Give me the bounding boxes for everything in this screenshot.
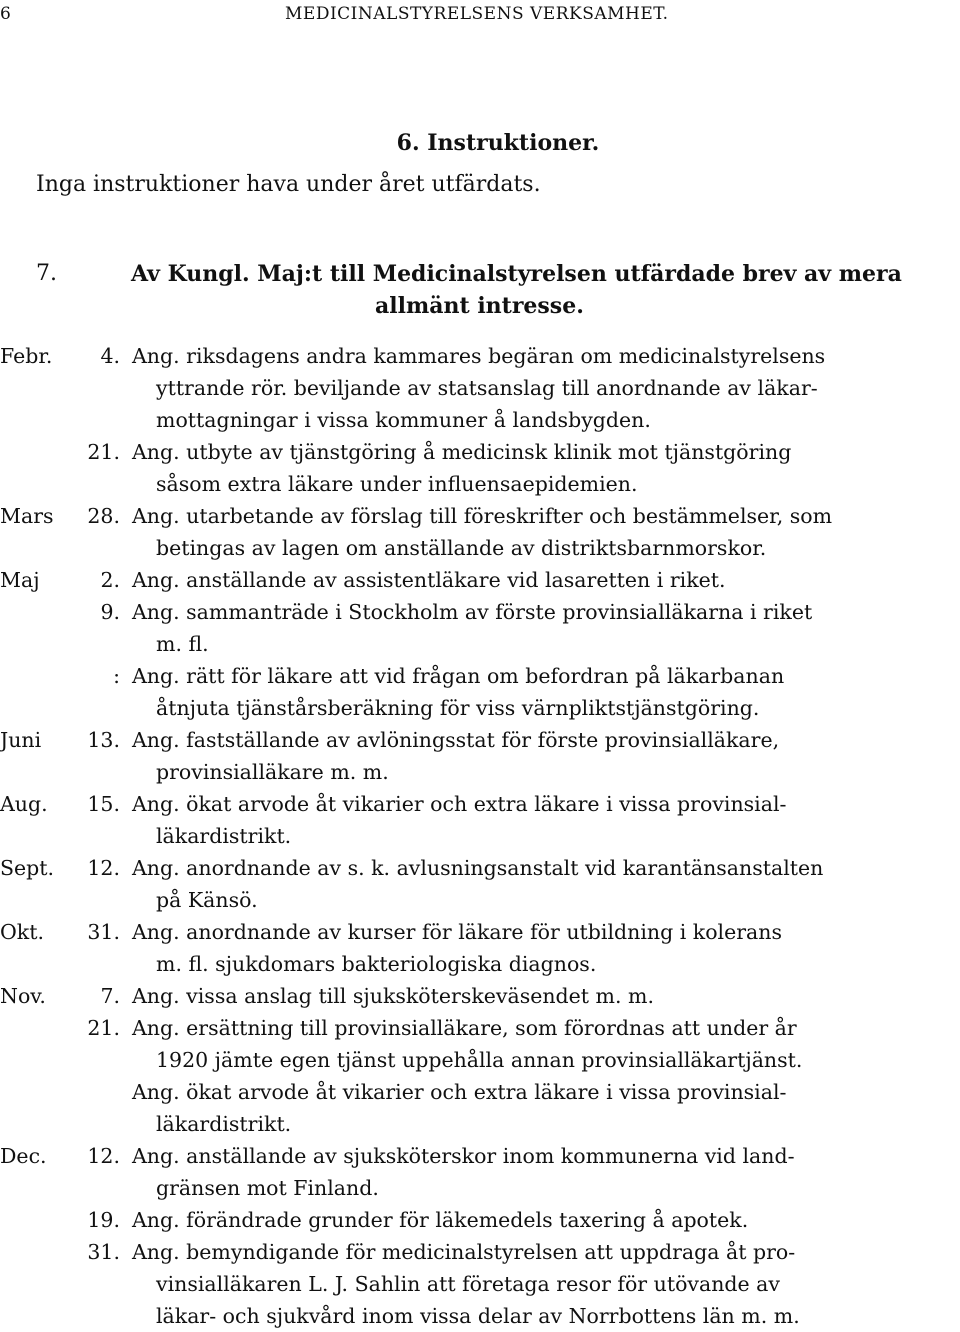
page-number: 6 [0,4,12,24]
entry-day: : [113,664,120,688]
entry-line: m. fl. sjukdomars bakteriologiska diagnos. [156,952,597,976]
entry-line: Ang. anställande av assistentläkare vid lasaretten i riket. [132,568,726,592]
entry-text [132,852,958,916]
entry-line: Ang. ökat arvode åt vikarier och extra läkare i vissa provinsial- [132,1080,787,1104]
running-header [0,4,960,28]
entry-line: åtnjuta tjänstårsberäkning för viss värnpliktstjänstgöring. [156,696,760,720]
entry-text [132,436,958,500]
entry-text [132,500,958,564]
entry-month: Mars [0,504,54,528]
section-6-title: 6. Instruktioner. [396,130,600,156]
entry-text [132,1236,958,1332]
entry-line: Ang. sammanträde i Stockholm av förste provinsialläkarna i riket [132,600,813,624]
entry-line: gränsen mot Finland. [156,1176,379,1200]
section-6-text: Inga instruktioner hava under året utfärdats. [36,172,541,197]
entry-day: 12. [87,856,120,880]
entry-line: Ang. riksdagens andra kammares begäran om medicinalstyrelsens [132,344,826,368]
section-7-title-line-1: Av Kungl. Maj:t till Medicinalstyrelsen utfärdade brev av mera [131,261,902,287]
entry-month: Aug. [0,792,48,816]
entry-text [132,724,958,788]
entry-day: 21. [87,1016,120,1040]
entry-text [132,340,958,436]
entry-line: Ang. anordnande av s. k. avlusningsanstalt vid karantänsanstalten [132,856,824,880]
entry-month: Okt. [0,920,44,944]
entry-day: 9. [100,600,120,624]
entry-line: Ang. anställande av sjuksköterskor inom kommunerna vid land- [132,1144,795,1168]
entry-day: 2. [100,568,120,592]
entry-day: 15. [87,792,120,816]
entry-day: 31. [87,1240,120,1264]
entry-line: läkar- och sjukvård inom vissa delar av Norrbottens län m. m. [156,1304,800,1328]
entry-text [132,1076,958,1140]
entry-line: 1920 jämte egen tjänst uppehålla annan provinsialläkartjänst. [156,1048,803,1072]
entry-month: Sept. [0,856,55,880]
running-title: MEDICINALSTYRELSENS VERKSAMHET. [285,4,669,24]
entry-line: Ang. utarbetande av förslag till föreskrifter och bestämmelser, som [132,504,833,528]
entry-line: på Känsö. [156,888,258,912]
entry-month: Nov. [0,984,46,1008]
entry-line: såsom extra läkare under influensaepidemien. [156,472,638,496]
entry-line: betingas av lagen om anställande av distriktsbarnmorskor. [156,536,767,560]
entry-line: Ang. fastställande av avlöningsstat för förste provinsialläkare, [132,728,780,752]
entry-line: Ang. ökat arvode åt vikarier och extra läkare i vissa provinsial- [132,792,787,816]
entry-day: 28. [87,504,120,528]
entry-text [132,1204,958,1236]
entry-text [132,596,958,660]
entry-line: Ang. utbyte av tjänstgöring å medicinsk klinik mot tjänstgöring [132,440,792,464]
entry-month: Juni [0,728,42,752]
entry-text [132,660,958,724]
entry-day: 13. [87,728,120,752]
section-7-title-line-2: allmänt intresse. [375,293,584,319]
entry-line: m. fl. [156,632,209,656]
entry-line: Ang. ersättning till provinsialläkare, som förordnas att under år [132,1016,797,1040]
entry-line: läkardistrikt. [156,824,292,848]
entry-line: Ang. bemyndigande för medicinalstyrelsen att uppdraga åt pro- [132,1240,796,1264]
entry-line: provinsialläkare m. m. [156,760,389,784]
entry-month: Febr. [0,344,53,368]
entry-day: 4. [100,344,120,368]
entry-line: läkardistrikt. [156,1112,292,1136]
entry-text [132,980,958,1012]
entry-line: Ang. förändrade grunder för läkemedels taxering å apotek. [132,1208,749,1232]
entry-day: 31. [87,920,120,944]
entry-line: yttrande rör. beviljande av statsanslag till anordnande av läkar- [156,376,818,400]
entry-text [132,1012,958,1076]
entry-line: Ang. vissa anslag till sjuksköterskeväsendet m. m. [132,984,654,1008]
entry-line: Ang. anordnande av kurser för läkare för utbildning i kolerans [132,920,782,944]
entry-day: 7. [100,984,120,1008]
entry-line: mottagningar i vissa kommuner å landsbygden. [156,408,651,432]
entry-line: vinsialläkaren L. J. Sahlin att företaga resor för utövande av [156,1272,780,1296]
entry-day: 19. [87,1208,120,1232]
entry-text [132,564,958,596]
entry-text [132,788,958,852]
entry-day: 12. [87,1144,120,1168]
entry-month: Maj [0,568,40,592]
section-7-number: 7. [36,261,57,286]
entry-day: 21. [87,440,120,464]
entry-text [132,1140,958,1204]
entry-month: Dec. [0,1144,47,1168]
entry-text [132,916,958,980]
entry-line: Ang. rätt för läkare att vid frågan om befordran på läkarbanan [132,664,785,688]
